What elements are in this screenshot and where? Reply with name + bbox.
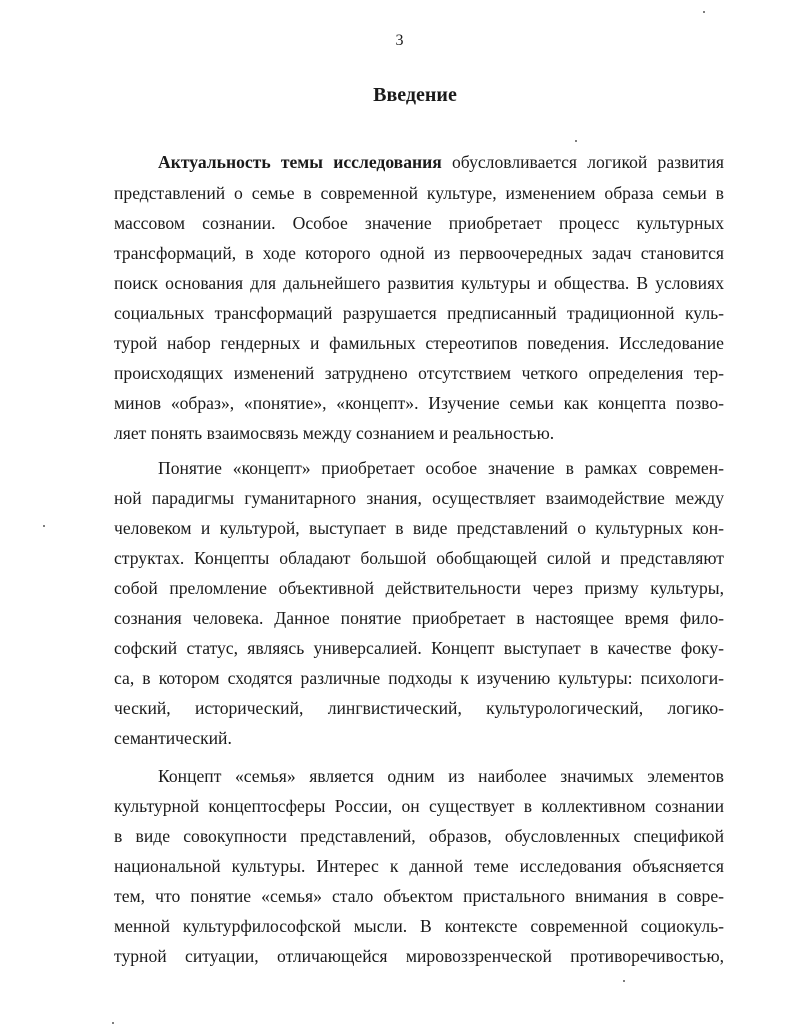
- scan-speck: [575, 140, 577, 142]
- paragraph-3-line-1: Концепт «семья» является одним из наиболее значимых элементов: [158, 766, 724, 786]
- paragraph-2-line-9: ческий, исторический, лингвистический, культурологический, логико-: [114, 698, 724, 718]
- paragraph-2-line-7: софский статус, являясь универсалией. Концепт выступает в качестве фоку-: [114, 638, 724, 658]
- paragraph-3-line-6: менной культурфилософской мысли. В контексте современной социокуль-: [114, 916, 724, 936]
- paragraph-1-line-3: массовом сознании. Особое значение приобретает процесс культурных: [114, 213, 724, 233]
- paragraph-2-line-10: семантический.: [114, 728, 232, 748]
- paragraph-3-line-7: турной ситуации, отличающейся мировоззренческой противоречивостью,: [114, 946, 724, 966]
- paragraph-2-line-8: са, в котором сходятся различные подходы к изучению культуры: психологи-: [114, 668, 724, 688]
- paragraph-1-line-2: представлений о семье в современной культуре, изменением образа семьи в: [114, 183, 724, 203]
- line-text: обусловливается логикой развития: [441, 152, 724, 172]
- paragraph-2-line-2: ной парадигмы гуманитарного знания, осуществляет взаимодействие между: [114, 488, 724, 508]
- paragraph-1-line-7: турой набор гендерных и фамильных стереотипов поведения. Исследование: [114, 333, 724, 353]
- paragraph-2-line-6: сознания человека. Данное понятие приобретает в настоящее время фило-: [114, 608, 724, 628]
- paragraph-1-line-9: минов «образ», «понятие», «концепт». Изучение семьи как концепта позво-: [114, 393, 724, 413]
- paragraph-2-line-3: человеком и культурой, выступает в виде представлений о культурных кон-: [114, 518, 724, 538]
- paragraph-2-line-5: собой преломление объективной действительности через призму культуры,: [114, 578, 724, 598]
- paragraph-3-line-3: в виде совокупности представлений, образов, обусловленных спецификой: [114, 826, 724, 846]
- paragraph-3-line-4: национальной культуры. Интерес к данной теме исследования объясняется: [114, 856, 724, 876]
- scan-speck: [112, 1022, 114, 1024]
- scan-speck: [43, 525, 45, 527]
- paragraph-1-line-6: социальных трансформаций разрушается предписанный традиционной куль-: [114, 303, 724, 323]
- paragraph-2-line-4: структах. Концепты обладают большой обобщающей силой и представляют: [114, 548, 724, 568]
- paragraph-1-line-5: поиск основания для дальнейшего развития культуры и общества. В условиях: [114, 273, 724, 293]
- scan-speck: [623, 980, 625, 982]
- paragraph-1-line-4: трансформаций, в ходе которого одной из первоочередных задач становится: [114, 243, 724, 263]
- paragraph-2-line-1: Понятие «концепт» приобретает особое значение в рамках современ-: [158, 458, 724, 478]
- paragraph-1-line-8: происходящих изменений затруднено отсутствием четкого определения тер-: [114, 363, 724, 383]
- page-number: 3: [395, 32, 404, 49]
- paragraph-3-line-5: тем, что понятие «семья» стало объектом пристального внимания в совре-: [114, 886, 724, 906]
- paragraph-1-line-1: [158, 152, 724, 172]
- bold-lead-phrase: Актуальность темы исследования: [158, 152, 442, 172]
- page-title: Введение: [373, 84, 457, 106]
- scan-speck: [703, 11, 705, 13]
- paragraph-3-line-2: культурной концептосферы России, он существует в коллективном сознании: [114, 796, 724, 816]
- paragraph-1-line-10: ляет понять взаимосвязь между сознанием и реальностью.: [114, 423, 555, 443]
